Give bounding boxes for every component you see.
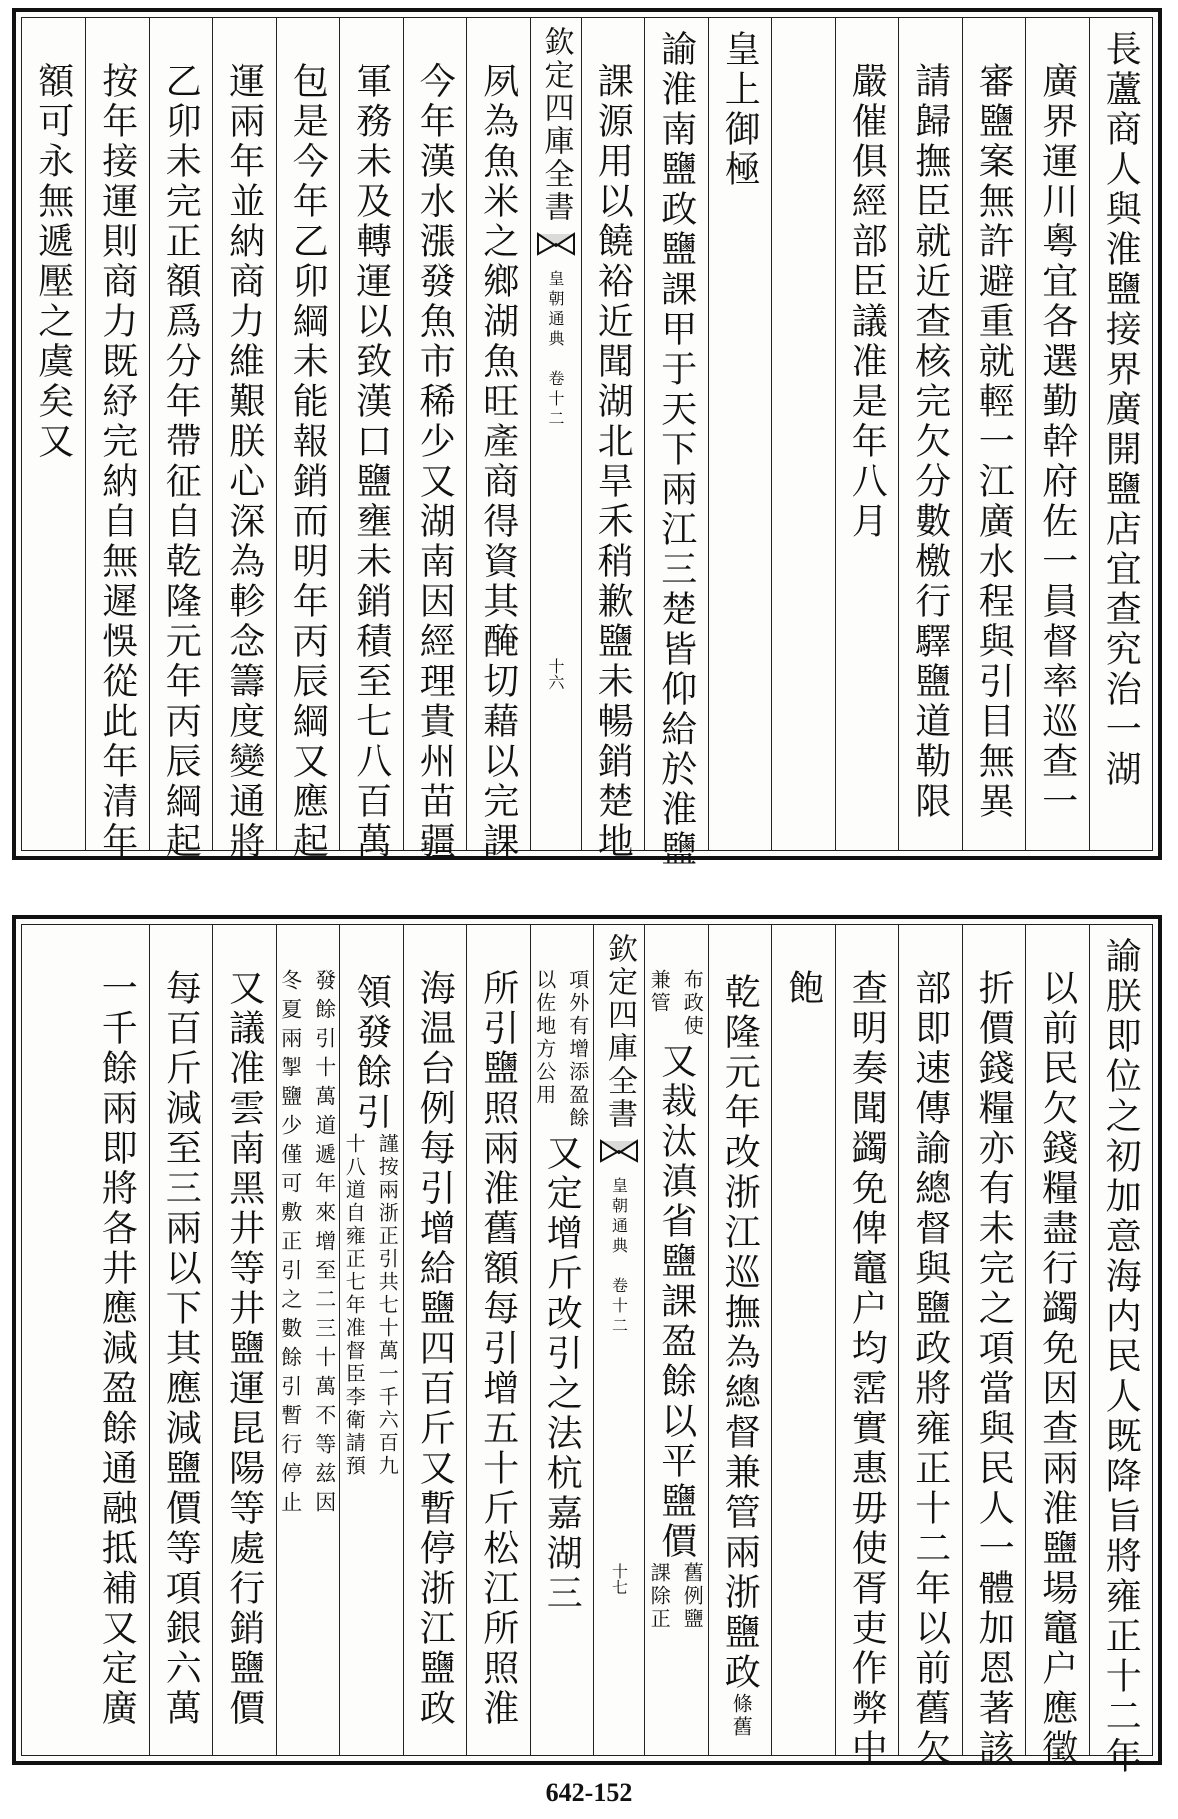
note-line: 條舊	[729, 1693, 754, 1739]
text-column	[898, 18, 962, 850]
interlinear-note	[645, 969, 707, 1038]
text-column	[212, 925, 276, 1755]
volume-label: 皇朝通典 卷十二	[546, 270, 565, 430]
text-column	[149, 925, 213, 1755]
text-column	[339, 18, 403, 862]
column-text: 課源用以饒裕近聞湖北旱禾稍歉鹽未暢銷楚地	[592, 62, 634, 862]
interlinear-note	[276, 969, 340, 1520]
text-column	[339, 925, 403, 1755]
folio-number: 十七	[609, 1563, 629, 1595]
text-column	[771, 925, 835, 1755]
column-text: 長蘆商人與淮鹽接界廣開鹽店宜查究治一湖	[1100, 30, 1142, 790]
text-column	[276, 925, 340, 1755]
column-text: 乾隆元年改浙江巡撫為總督兼管兩浙鹽政	[719, 973, 761, 1693]
folio-number: 十六	[546, 658, 565, 690]
interlinear-note	[340, 1133, 402, 1478]
text-column	[1025, 925, 1089, 1769]
text-column	[466, 18, 530, 862]
text-column	[962, 18, 1026, 850]
text-column	[1089, 18, 1153, 850]
column-text: 諭朕即位之初加意海内民人既降旨將雍正十二年	[1100, 937, 1142, 1777]
book-title: 欽定四庫全書	[602, 933, 637, 1131]
text-column	[466, 925, 530, 1755]
text-column	[85, 925, 149, 1755]
text-column	[898, 925, 962, 1769]
fishtail-mark-icon	[600, 1139, 638, 1163]
column-text: 嚴催俱經部臣議准是年八月	[846, 62, 888, 542]
text-column	[644, 18, 708, 870]
text-column	[22, 18, 86, 850]
text-column	[835, 925, 899, 1769]
bottom-page	[12, 915, 1162, 1777]
column-text: 查明奏聞蠲免俾竈户均霑實惠毋使胥吏作弊中	[846, 969, 888, 1769]
note-line: 冬夏兩掣鹽少僅可敷正引之數餘引暫行停止	[278, 969, 303, 1520]
column-text: 乙卯未完正額爲分年帶征自乾隆元年丙辰綱起	[160, 62, 202, 862]
note-line: 舊例鹽	[680, 1562, 705, 1631]
interlinear-note	[645, 1562, 707, 1631]
text-column	[835, 18, 899, 850]
bottom-page-columns	[21, 924, 1153, 1777]
column-text: 部即速傳諭總督與鹽政將雍正十二年以前舊欠	[909, 969, 951, 1769]
top-page-columns	[21, 17, 1153, 870]
note-line: 項外有增添盈餘	[565, 969, 590, 1130]
mixed-column	[340, 969, 402, 1478]
interlinear-note	[723, 1693, 756, 1739]
book-title: 欽定四庫全書	[538, 26, 574, 224]
column-text: 廣界運川粵宜各選勤幹府佐一員督率巡查一	[1036, 62, 1078, 822]
mixed-column	[645, 969, 707, 1631]
interlinear-note	[531, 969, 593, 1130]
note-line: 布政使	[680, 969, 705, 1038]
column-text: 夙為魚米之鄉湖魚旺產商得資其醃切藉以完課	[477, 62, 519, 862]
text-column	[530, 925, 594, 1755]
column-text: 所引鹽照兩淮舊額每引增五十斤松江所照淮	[477, 969, 519, 1729]
column-text: 請歸撫臣就近查核完欠分數檄行驛鹽道勒限	[909, 62, 951, 822]
column-text: 又裁汰滇省鹽課盈餘以平鹽價	[655, 1042, 697, 1562]
fishtail-mark-icon	[537, 232, 575, 256]
note-line: 十八道自雍正七年准督臣李衛請預	[342, 1133, 367, 1478]
column-text: 軍務未及轉運以致漢口鹽壅未銷積至七八百萬	[350, 62, 392, 862]
mixed-column	[531, 969, 593, 1614]
column-text: 運兩年並納商力維艱朕心深為軫念籌度變通將	[223, 62, 265, 862]
note-line: 課除正	[647, 1562, 672, 1631]
column-text: 諭淮南鹽政鹽課甲于天下兩江三楚皆仰給於淮鹽	[655, 30, 697, 870]
note-line: 謹按兩浙正引共七十萬一千六百九	[375, 1133, 400, 1478]
center-margin-column	[593, 925, 644, 1755]
note-line: 發餘引十萬道遞年來增至二三十萬不等兹因	[312, 969, 337, 1520]
column-text: 每百斤減至三兩以下其應減鹽價等項銀六萬	[160, 969, 202, 1729]
top-page	[12, 8, 1162, 870]
column-text: 飽	[782, 969, 824, 1009]
column-text: 按年接運則商力既紓完納自無遲悞從此年清年	[96, 62, 138, 862]
text-column	[403, 925, 467, 1755]
text-column	[771, 18, 835, 850]
text-column	[276, 18, 340, 862]
column-text: 包是今年乙卯綱未能報銷而明年丙辰綱又應起	[287, 62, 329, 862]
text-column	[708, 18, 772, 850]
text-column	[149, 18, 213, 862]
text-column	[644, 925, 708, 1755]
column-text: 審鹽案無許避重就輕一江廣水程與引目無異	[973, 62, 1015, 822]
column-text: 又議准雲南黑井等井鹽運昆陽等處行銷鹽價	[223, 969, 265, 1729]
page-number-footer: 642-152	[545, 1778, 633, 1807]
text-column	[962, 925, 1026, 1769]
center-margin-column	[530, 18, 581, 850]
volume-label: 皇朝通典 卷十二	[609, 1177, 629, 1337]
column-text: 一千餘兩即將各井應減盈餘通融抵補又定廣	[96, 969, 138, 1729]
mixed-column	[717, 969, 762, 1739]
column-text: 皇上御極	[719, 30, 761, 190]
text-column	[1089, 925, 1153, 1777]
column-text: 又定增斤改引之法杭嘉湖三	[541, 1134, 583, 1614]
text-column	[212, 18, 276, 862]
column-text: 海温台例每引增給鹽四百斤又暫停浙江鹽政	[414, 969, 456, 1729]
column-text: 以前民欠錢糧盡行蠲免因查兩淮鹽場竈户應徵	[1036, 969, 1078, 1769]
note-line: 以佐地方公用	[532, 969, 557, 1107]
column-text: 折價錢糧亦有未完之項當與民人一體加恩著該	[973, 969, 1015, 1769]
text-column	[708, 925, 772, 1755]
text-column	[85, 18, 149, 862]
column-text: 今年漢水漲發魚市稀少又湖南因經理貴州苗疆	[414, 62, 456, 862]
note-line: 兼管	[647, 969, 672, 1015]
column-text: 額可永無遞壓之虞矣又	[32, 62, 74, 462]
column-text: 領發餘引	[350, 973, 392, 1133]
text-column	[403, 18, 467, 862]
text-column	[581, 18, 645, 862]
text-column	[1025, 18, 1089, 850]
